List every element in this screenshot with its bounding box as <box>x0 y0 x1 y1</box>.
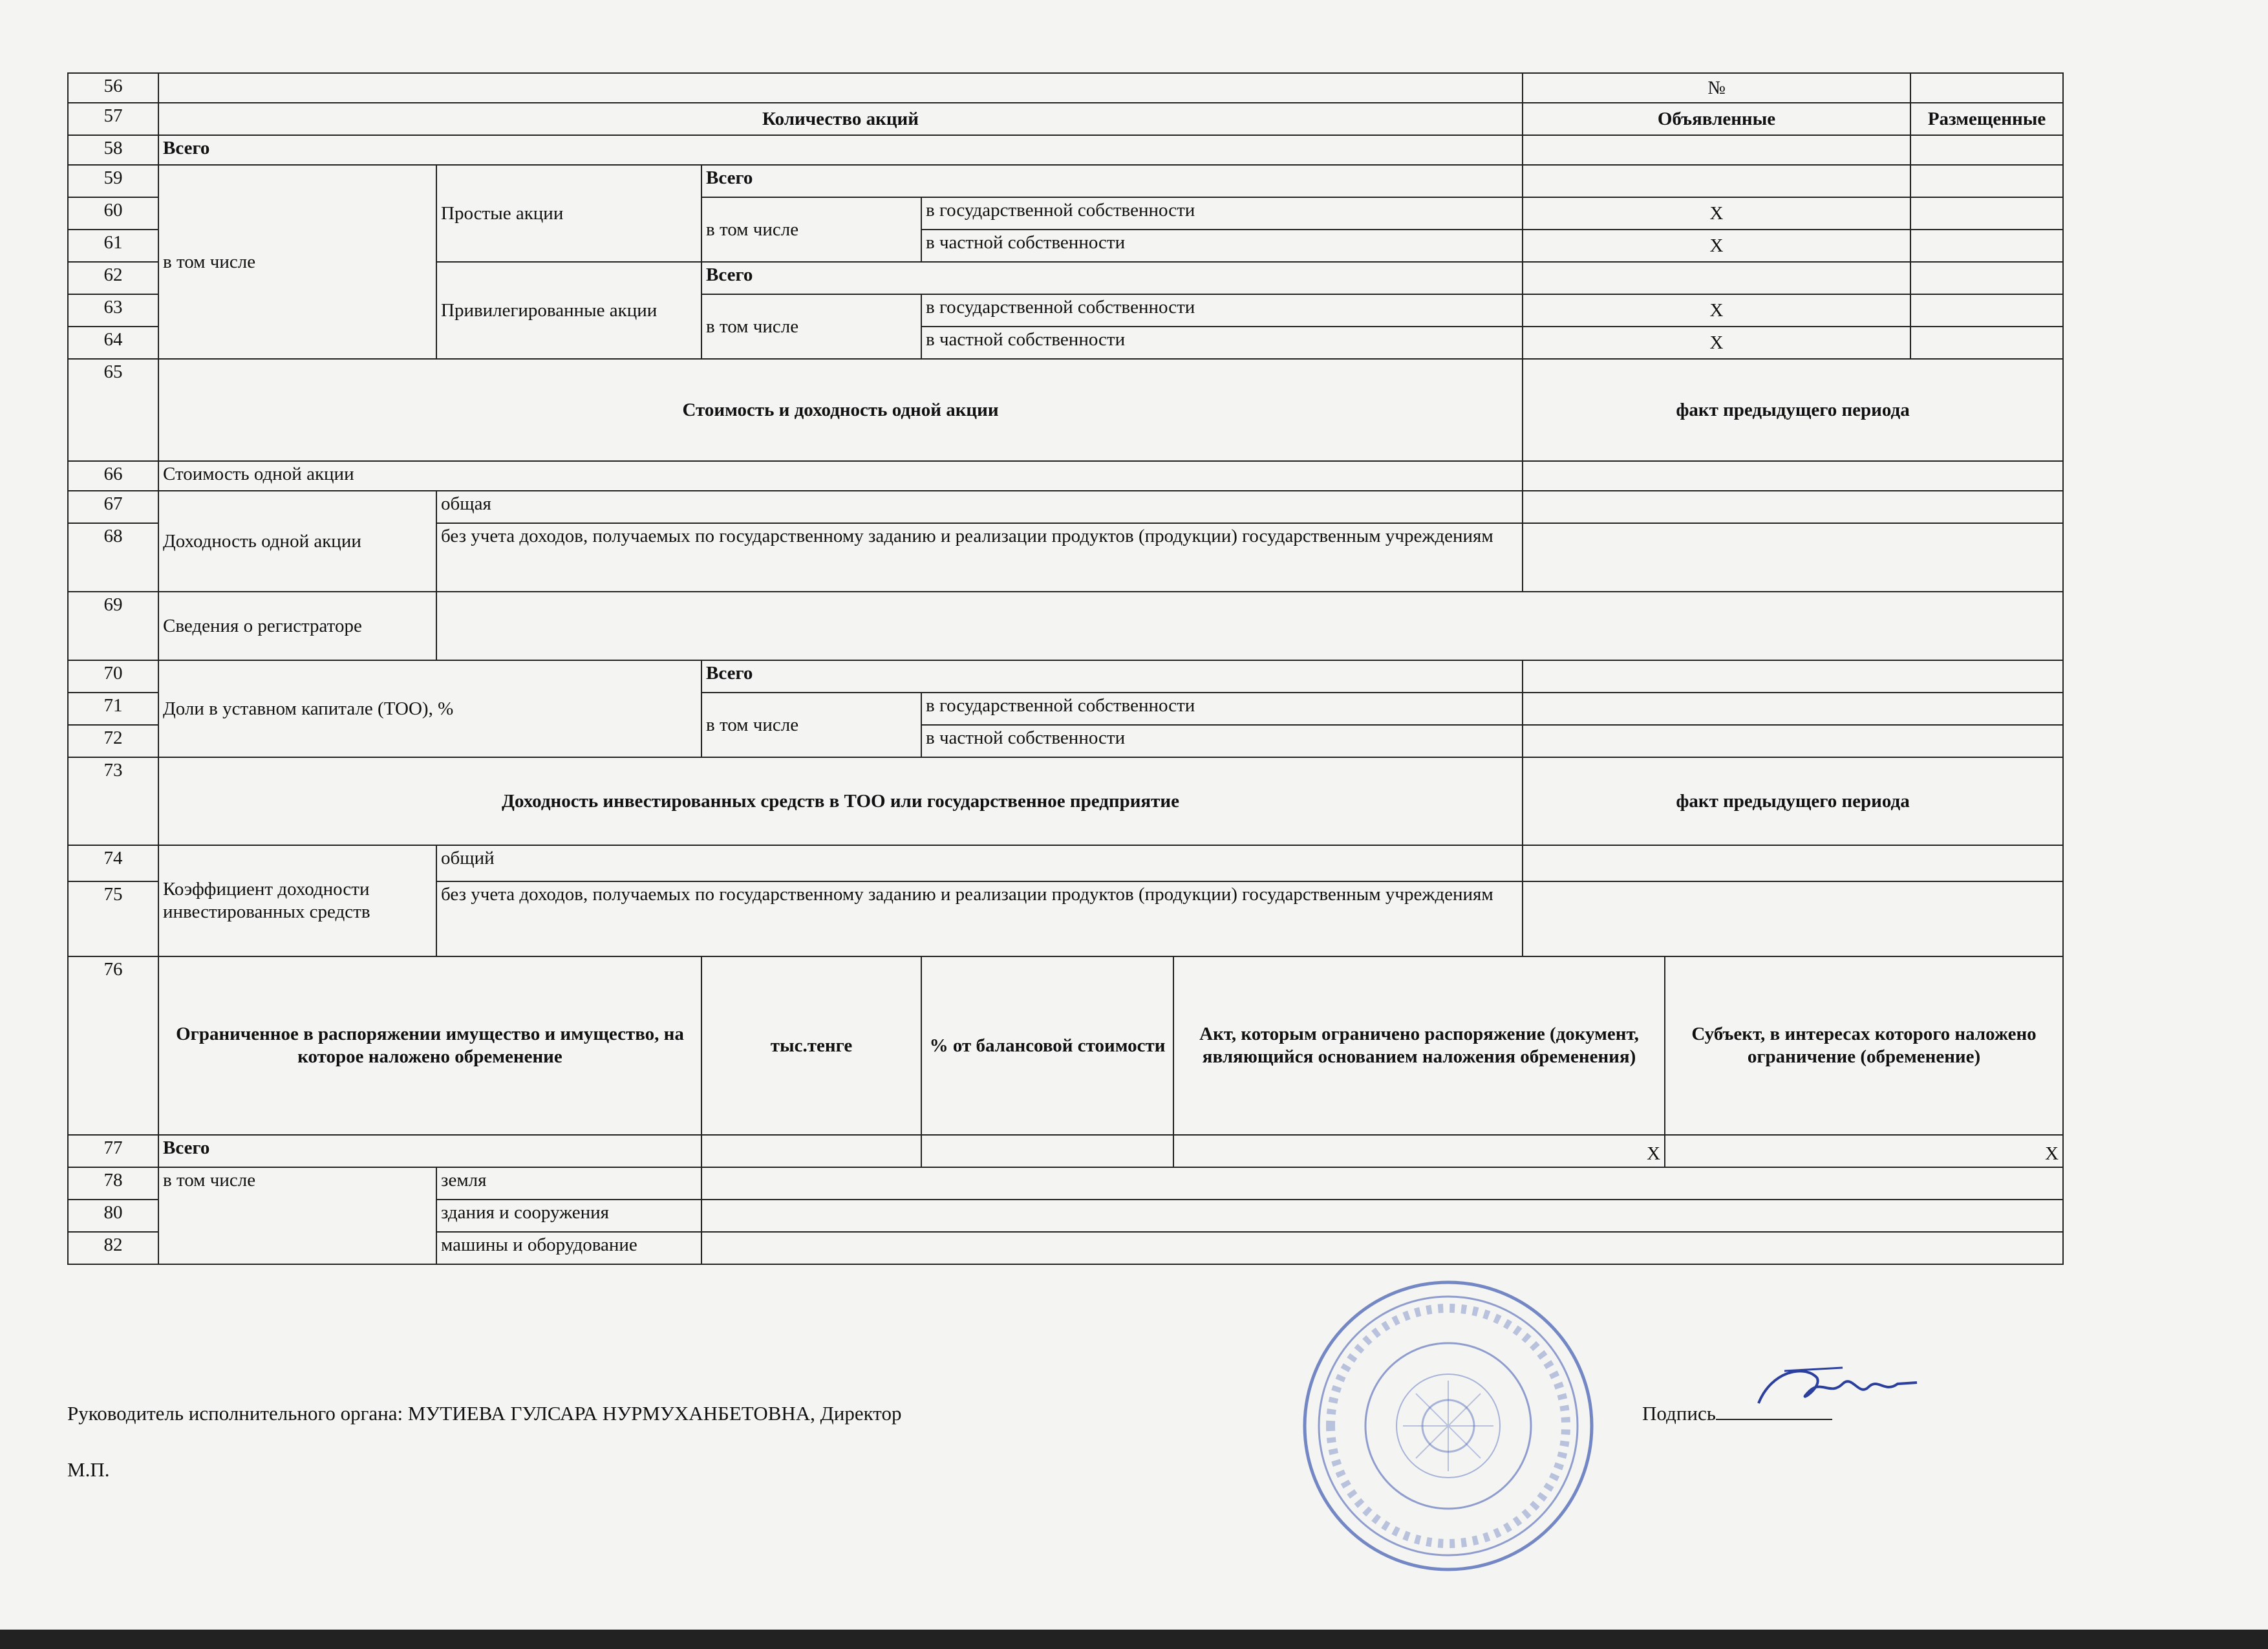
row-number-cell: 69 <box>68 592 158 660</box>
row-number-cell: 67 <box>68 491 158 523</box>
row-number-cell: 82 <box>68 1232 158 1264</box>
table-cell: без учета доходов, получаемых по государственному заданию и реализации продуктов (продукции) государственным учреждениям <box>436 523 1523 592</box>
table-cell: Всего <box>158 1135 701 1167</box>
scan-bottom-edge <box>0 1630 2268 1649</box>
table-cell: общий <box>436 845 1523 881</box>
table-row <box>68 73 2063 103</box>
table-cell <box>1910 197 2063 230</box>
table-cell: Стоимость одной акции <box>158 461 1523 491</box>
table-cell <box>1523 491 2063 523</box>
row-number-cell: 77 <box>68 1135 158 1167</box>
table-row <box>68 592 2063 660</box>
table-cell <box>436 592 2063 660</box>
table-cell <box>1910 230 2063 262</box>
report-table <box>67 72 2064 1265</box>
table-cell: факт предыдущего периода <box>1523 757 2063 845</box>
row-number-cell: 65 <box>68 359 158 461</box>
table-cell: Всего <box>701 165 1523 197</box>
table-cell <box>701 1135 921 1167</box>
table-cell: в частной собственности <box>921 230 1523 262</box>
table-cell <box>1910 294 2063 327</box>
row-number-cell: 59 <box>68 165 158 197</box>
table-cell <box>701 1200 2063 1232</box>
row-number-cell: 61 <box>68 230 158 262</box>
table-cell: Акт, которым ограничено распоряжение (документ, являющийся основанием наложения обременения) <box>1173 956 1665 1135</box>
row-number-cell: 70 <box>68 660 158 693</box>
table-cell: Ограниченное в распоряжении имущество и имущество, на которое наложено обременение <box>158 956 701 1135</box>
table-cell: X <box>1523 230 1910 262</box>
row-number-cell: 60 <box>68 197 158 230</box>
table-cell <box>1910 135 2063 165</box>
table-row <box>68 660 2063 693</box>
table-cell: здания и сооружения <box>436 1200 701 1232</box>
table-row <box>68 135 2063 165</box>
table-cell: Всего <box>701 660 1523 693</box>
table-cell <box>1910 262 2063 294</box>
table-cell <box>1910 327 2063 359</box>
table-cell: X <box>1173 1135 1665 1167</box>
table-cell <box>1523 165 1910 197</box>
row-number-cell: 78 <box>68 1167 158 1200</box>
table-cell: Коэффициент доходности инвестированных средств <box>158 845 436 956</box>
table-cell: в том числе <box>158 1167 436 1264</box>
row-number-cell: 58 <box>68 135 158 165</box>
table-cell <box>701 1167 2063 1200</box>
table-cell: в государственной собственности <box>921 693 1523 725</box>
table-row <box>68 461 2063 491</box>
table-cell: Доходность инвестированных средств в ТОО или государственное предприятие <box>158 757 1523 845</box>
table-cell <box>1523 845 2063 881</box>
row-number-cell: 62 <box>68 262 158 294</box>
table-row <box>68 491 2063 523</box>
table-cell <box>1523 262 1910 294</box>
row-number-cell: 71 <box>68 693 158 725</box>
table-cell <box>1910 165 2063 197</box>
signature-icon <box>1746 1358 1927 1416</box>
table-cell: Привилегированные акции <box>436 262 701 359</box>
table-row <box>68 956 2063 1135</box>
table-cell <box>1523 461 2063 491</box>
official-seal-icon <box>1300 1277 1597 1575</box>
row-number-cell: 75 <box>68 881 158 956</box>
table-row <box>68 1135 2063 1167</box>
row-number-cell: 72 <box>68 725 158 757</box>
table-cell: Субъект, в интересах которого наложено ограничение (обременение) <box>1665 956 2063 1135</box>
table-row <box>68 359 2063 461</box>
table-cell: в государственной собственности <box>921 197 1523 230</box>
table-cell <box>921 1135 1173 1167</box>
row-number-cell: 76 <box>68 956 158 1135</box>
table-cell <box>1523 135 1910 165</box>
table-cell: Всего <box>158 135 1523 165</box>
table-cell: Сведения о регистраторе <box>158 592 436 660</box>
row-number-cell: 73 <box>68 757 158 845</box>
table-cell: % от балансовой стоимости <box>921 956 1173 1135</box>
signature-underline <box>1716 1419 1832 1420</box>
row-number-cell: 74 <box>68 845 158 881</box>
row-number-cell: 56 <box>68 73 158 103</box>
table-cell <box>1910 73 2063 103</box>
table-cell <box>1523 725 2063 757</box>
row-number-cell: 66 <box>68 461 158 491</box>
table-cell: Объявленные <box>1523 103 1910 135</box>
table-cell: Стоимость и доходность одной акции <box>158 359 1523 461</box>
table-row <box>68 1167 2063 1200</box>
table-cell: Размещенные <box>1910 103 2063 135</box>
table-cell: в том числе <box>701 294 921 359</box>
table-row <box>68 757 2063 845</box>
table-cell: в частной собственности <box>921 725 1523 757</box>
table-cell: X <box>1523 197 1910 230</box>
table-cell <box>1523 881 2063 956</box>
table-cell: тыс.тенге <box>701 956 921 1135</box>
table-cell: в том числе <box>158 165 436 359</box>
table-cell <box>1523 693 2063 725</box>
table-cell <box>701 1232 2063 1264</box>
signature-label-text: Подпись <box>1642 1402 1716 1425</box>
row-number-cell: 80 <box>68 1200 158 1232</box>
table-cell: земля <box>436 1167 701 1200</box>
row-number-cell: 57 <box>68 103 158 135</box>
table-cell: X <box>1523 327 1910 359</box>
table-cell: Доли в уставном капитале (ТОО), % <box>158 660 701 757</box>
table-row <box>68 103 2063 135</box>
row-number-cell: 64 <box>68 327 158 359</box>
table-cell: Доходность одной акции <box>158 491 436 592</box>
table-cell <box>158 73 1523 103</box>
table-cell: машины и оборудование <box>436 1232 701 1264</box>
table-row <box>68 845 2063 881</box>
table-cell: в том числе <box>701 693 921 757</box>
table-cell: X <box>1523 294 1910 327</box>
table-cell: № <box>1523 73 1910 103</box>
table-cell <box>1523 523 2063 592</box>
table-row <box>68 165 2063 197</box>
table-cell: факт предыдущего периода <box>1523 359 2063 461</box>
row-number-cell: 63 <box>68 294 158 327</box>
row-number-cell: 68 <box>68 523 158 592</box>
table-cell: в государственной собственности <box>921 294 1523 327</box>
seal-place-label: М.П. <box>67 1458 110 1481</box>
report-table-body <box>68 73 2063 1264</box>
table-cell: Всего <box>701 262 1523 294</box>
table-cell: Простые акции <box>436 165 701 262</box>
table-cell <box>1523 660 2063 693</box>
table-cell: X <box>1665 1135 2063 1167</box>
table-cell: без учета доходов, получаемых по государственному заданию и реализации продуктов (продукции) государственным учреждениям <box>436 881 1523 956</box>
table-cell: общая <box>436 491 1523 523</box>
table-cell: в частной собственности <box>921 327 1523 359</box>
director-line: Руководитель исполнительного органа: МУТИЕВА ГУЛСАРА НУРМУХАНБЕТОВНА, Директор <box>67 1402 902 1425</box>
table-cell: в том числе <box>701 197 921 262</box>
table-cell: Количество акций <box>158 103 1523 135</box>
